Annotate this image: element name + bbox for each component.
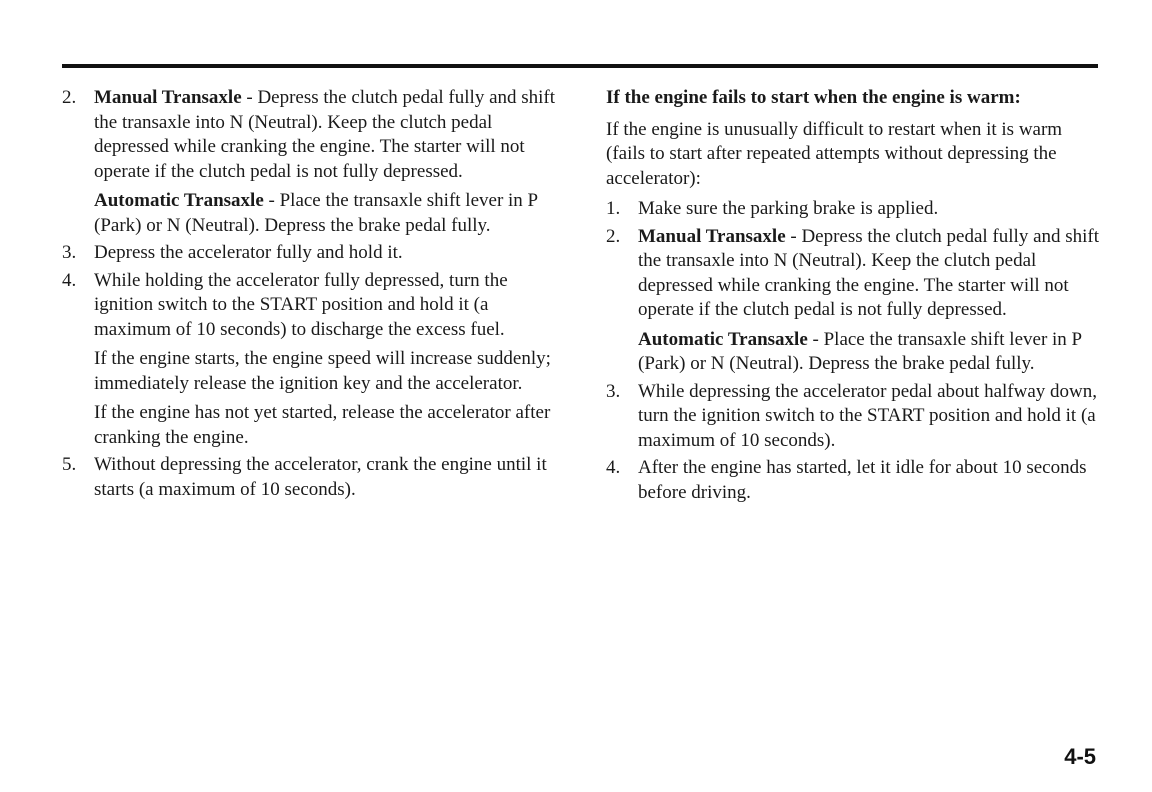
item-text: While holding the accelerator fully depressed, turn the ignition switch to the START position and hold it (a maximum of 10 seconds) to discharge the excess fuel.	[94, 269, 508, 340]
item-text: While depressing the accelerator pedal about halfway down, turn the ignition switch to the START position and hold it (a maximum of 10 seconds).	[638, 380, 1097, 451]
list-item	[62, 86, 558, 238]
list-item	[62, 453, 558, 502]
item-text: Without depressing the accelerator, crank the engine until it starts (a maximum of 10 seconds).	[94, 454, 547, 500]
item-body	[638, 380, 1100, 454]
item-number: 2.	[62, 87, 77, 108]
item-body	[94, 453, 558, 502]
item-subtext	[638, 328, 1100, 377]
item-number: 3.	[606, 380, 621, 402]
item-body	[638, 225, 1100, 377]
list-item	[62, 241, 558, 266]
item-number: 5.	[62, 454, 77, 475]
item-note: If the engine starts, the engine speed will increase suddenly; immediately release the ignition key and the accelerator.	[94, 348, 551, 394]
list-item	[606, 225, 1100, 377]
right-column	[606, 86, 1100, 508]
item-number: 2.	[606, 225, 621, 247]
list-item	[606, 197, 1100, 222]
automatic-transaxle-label: Automatic Transaxle	[638, 328, 808, 350]
item-note: If the engine has not yet started, release the accelerator after cranking the engine.	[94, 402, 551, 448]
item-subtext	[94, 189, 558, 238]
item-number: 4.	[606, 457, 621, 478]
list-item	[606, 380, 1100, 454]
automatic-transaxle-label: Automatic Transaxle	[94, 190, 264, 211]
item-body	[94, 86, 558, 238]
section-intro: If the engine is unusually difficult to restart when it is warm (fails to start after repeated attempts without depressing the accelerator):	[606, 118, 1063, 189]
item-text	[94, 86, 558, 184]
automatic-transaxle-text: - Place the transaxle shift lever in P (Park) or N (Neutral). Depress the brake pedal fully.	[638, 328, 1082, 374]
item-body	[638, 456, 1100, 505]
item-text: Make sure the parking brake is applied.	[638, 198, 939, 219]
item-number: 4.	[62, 269, 77, 291]
page-number: 4-5	[1064, 744, 1096, 769]
item-number: 1.	[606, 198, 621, 219]
list-item	[62, 269, 558, 451]
manual-transaxle-label: Manual Transaxle	[94, 87, 242, 108]
manual-transaxle-text: - Depress the clutch pedal fully and shift the transaxle into N (Neutral). Keep the clutch pedal depressed while cranking the engine. The starter will not operate if the clutch pedal is not fully depressed.	[638, 225, 1100, 320]
manual-transaxle-text: - Depress the clutch pedal fully and shift the transaxle into N (Neutral). Keep the clutch pedal depressed while cranking the engine. The starter will not operate if the clutch pedal is not fully depressed.	[94, 87, 556, 182]
manual-transaxle-label: Manual Transaxle	[638, 225, 786, 247]
section-heading: If the engine fails to start when the engine is warm:	[606, 87, 1021, 108]
automatic-transaxle-text: - Place the transaxle shift lever in P (Park) or N (Neutral). Depress the brake pedal fully.	[94, 190, 538, 236]
header-rule	[62, 64, 1098, 68]
list-item	[606, 456, 1100, 505]
left-column	[62, 86, 558, 505]
item-body	[638, 197, 1100, 222]
item-body	[94, 241, 558, 266]
item-text	[638, 225, 1100, 323]
item-text: Depress the accelerator fully and hold it.	[94, 242, 403, 263]
item-number: 3.	[62, 242, 77, 263]
item-text: After the engine has started, let it idle for about 10 seconds before driving.	[638, 457, 1087, 503]
item-body	[94, 269, 558, 451]
